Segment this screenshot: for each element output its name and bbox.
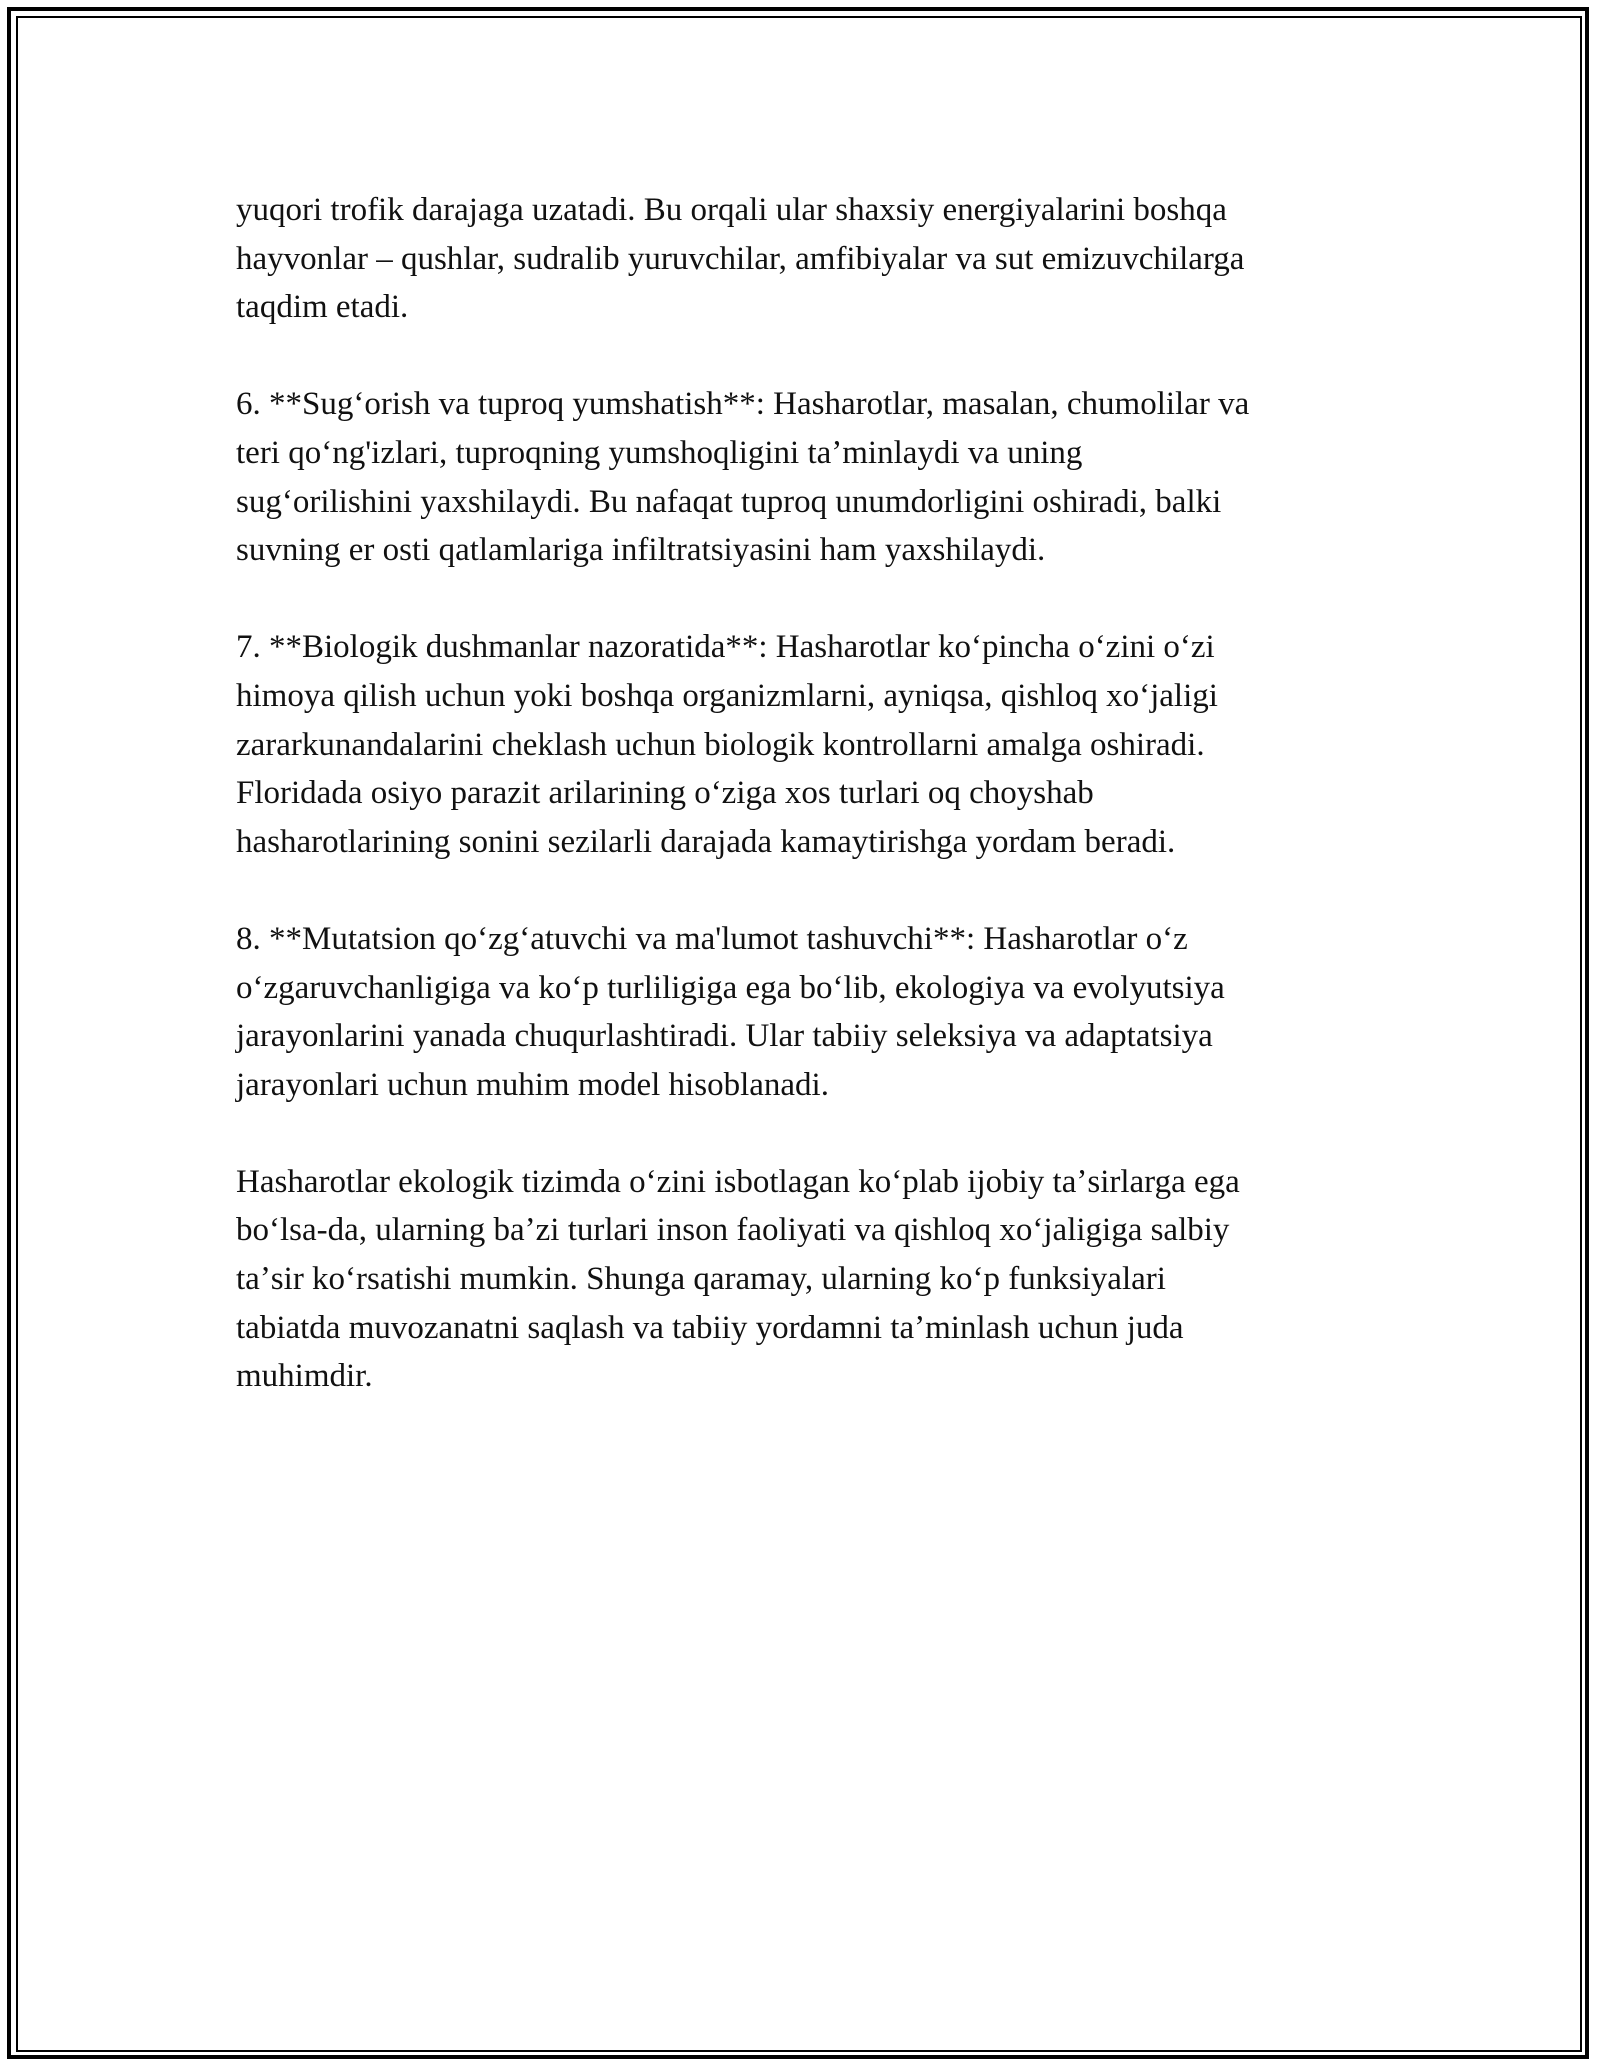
- document-body: [236, 186, 1366, 1401]
- paragraph-conclusion: Hasharotlar ekologik tizimda oʻzini isbotlagan koʻplab ijobiy taʼsirlarga ega boʻlsa-da, ularning baʼzi turlari inson faoliyati va qishloq xoʻjaligiga salbiy taʼsir koʻrsatishi mumkin. Shunga qaramay, ularning koʻp funksiyalari tabiatda muvozanatni saqlash va tabiiy yordamni taʼminlash uchun juda muhimdir.: [236, 1163, 1240, 1395]
- paragraph-item-8: 8. **Mutatsion qoʻzgʻatuvchi va ma'lumot tashuvchi**: Hasharotlar oʻz oʻzgaruvchanligiga va koʻp turliligiga ega boʻlib, ekologiya va evolyutsiya jarayonlarini yanada chuqurlashtiradi. Ular tabiiy seleksiya va adaptatsiya jarayonlari uchun muhim model hisoblanadi.: [236, 920, 1225, 1103]
- paragraph-item-6: 6. **Sugʻorish va tuproq yumshatish**: Hasharotlar, masalan, chumolilar va teri qoʻng'izlari, tuproqning yumshoqligini taʼminlaydi va uning sugʻorilishini yaxshilaydi. Bu nafaqat tuproq unumdorligini oshiradi, balki suvning er osti qatlamlariga infiltratsiyasini ham yaxshilaydi.: [236, 386, 1250, 569]
- paragraph-item-7: 7. **Biologik dushmanlar nazoratida**: Hasharotlar koʻpincha oʻzini oʻzi himoya qilish uchun yoki boshqa organizmlarni, ayniqsa, qishloq xoʻjaligi zararkunandalarini cheklash uchun biologik kontrollarni amalga oshiradi. Floridada osiyo parazit arilarining oʻziga xos turlari oq choyshab hasharotlarining sonini sezilarli darajada kamaytirishga yordam beradi.: [236, 629, 1218, 860]
- paragraph-continuation: yuqori trofik darajaga uzatadi. Bu orqali ular shaxsiy energiyalarini boshqa hayvonlar – qushlar, sudralib yuruvchilar, amfibiyalar va sut emizuvchilarga taqdim etadi.: [236, 192, 1245, 326]
